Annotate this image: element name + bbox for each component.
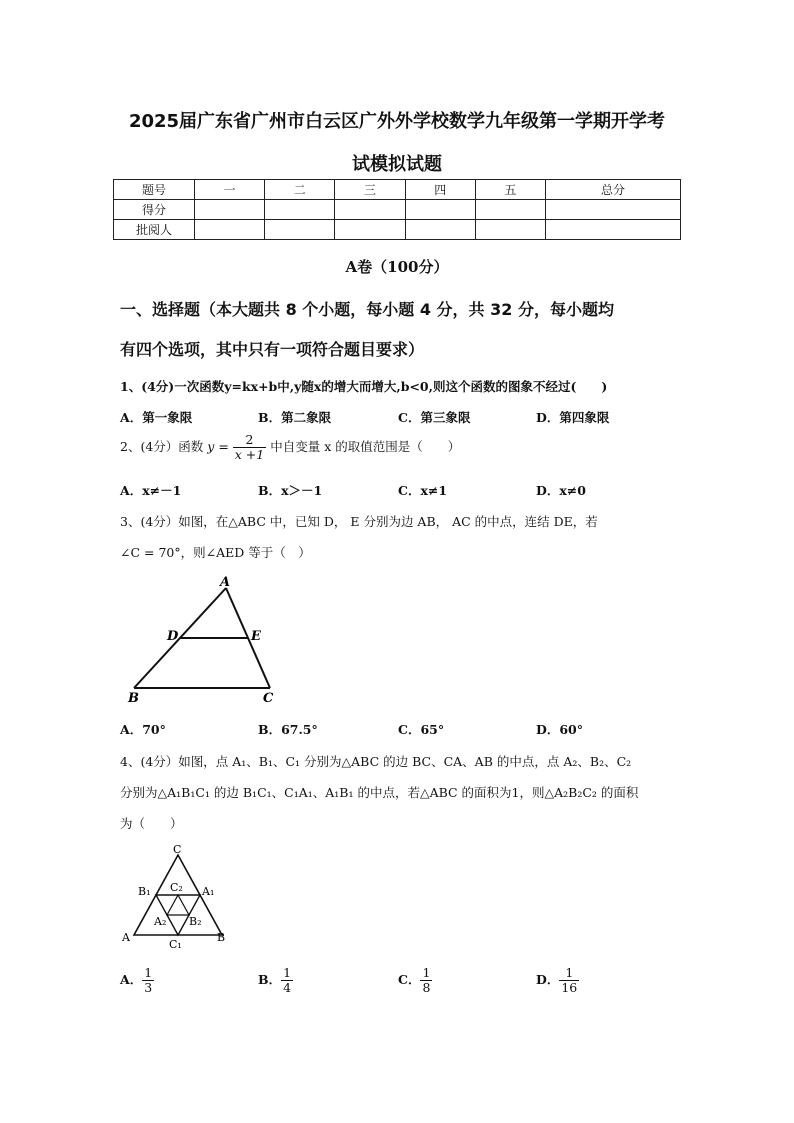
- score-header-cell: 题号: [114, 180, 195, 200]
- label-b: B: [217, 931, 226, 944]
- label-a1: A₁: [202, 885, 215, 898]
- question-1-option-a[interactable]: A．第一象限: [120, 410, 193, 425]
- score-header-cell: 总分: [546, 180, 681, 200]
- question-4-option-d[interactable]: [536, 966, 579, 995]
- question-3-option-a[interactable]: A．70°: [120, 722, 166, 737]
- label-e: E: [251, 629, 261, 644]
- label-c1: C₁: [169, 938, 182, 951]
- score-cell[interactable]: [265, 220, 335, 240]
- question-3-triangle-figure: [120, 570, 290, 710]
- question-4-line1: 4、(4分）如图，点 A₁、B₁、C₁ 分别为△ABC 的边 BC、CA、AB 的中点，点 A₂、B₂、C₂: [120, 754, 632, 769]
- label-a: A: [122, 931, 130, 944]
- question-3-option-d[interactable]: D．60°: [536, 722, 583, 737]
- fraction-numerator: 1: [422, 965, 431, 980]
- label-c2: C₂: [170, 881, 183, 894]
- fraction-denominator: 3: [144, 979, 153, 995]
- part-heading-line1: 一、选择题（本大题共 8 个小题，每小题 4 分，共 32 分，每小题均: [120, 300, 614, 319]
- score-cell[interactable]: [546, 200, 681, 220]
- label-b: B: [128, 691, 139, 706]
- score-header-cell: 四: [405, 180, 475, 200]
- document-title-line1: 2025届广东省广州市白云区广外外学校数学九年级第一学期开学考: [128, 111, 666, 132]
- fraction-numerator: 2: [233, 433, 266, 448]
- question-2-option-c[interactable]: C．x≠1: [398, 483, 448, 498]
- score-row-label: 得分: [114, 200, 195, 220]
- option-fraction: [559, 966, 579, 995]
- score-header-cell: 一: [195, 180, 265, 200]
- label-c: C: [173, 843, 182, 856]
- question-2-fraction: [233, 433, 266, 462]
- question-2-option-d[interactable]: D．x≠0: [536, 483, 586, 498]
- question-3-line1: 3、(4分）如图，在△ABC 中，已知 D， E 分别为边 AB， AC 的中点，连结 DE，若: [120, 514, 598, 529]
- question-3-option-c[interactable]: C．65°: [398, 722, 445, 737]
- option-letter: A．: [120, 971, 143, 987]
- label-a2: A₂: [154, 915, 167, 928]
- option-letter: B．: [258, 971, 282, 987]
- score-table-header-row: [114, 180, 681, 200]
- fraction-denominator: x +1: [234, 446, 265, 462]
- score-cell[interactable]: [405, 200, 475, 220]
- question-4-option-c[interactable]: [398, 966, 432, 995]
- fraction-numerator: 1: [283, 965, 292, 980]
- part-heading-line2: 有四个选项，其中只有一项符合题目要求）: [120, 340, 425, 359]
- option-fraction: [142, 966, 154, 995]
- score-cell[interactable]: [265, 200, 335, 220]
- question-2-prefix: 2、(4分）函数: [120, 438, 204, 454]
- fraction-denominator: 16: [561, 979, 578, 995]
- score-table-row: [114, 220, 681, 240]
- fraction-numerator: 1: [144, 965, 153, 980]
- score-cell[interactable]: [195, 200, 265, 220]
- label-d: D: [167, 629, 179, 644]
- question-4-nested-triangle-figure: [118, 843, 238, 953]
- question-1-option-b[interactable]: B．第二象限: [258, 410, 332, 425]
- label-a: A: [220, 575, 231, 590]
- question-2-option-a[interactable]: A．x≠－1: [120, 483, 182, 498]
- label-b1: B₁: [138, 885, 151, 898]
- fraction-denominator: 4: [283, 979, 292, 995]
- question-3-option-b[interactable]: B．67.5°: [258, 722, 318, 737]
- question-1-text: 1、(4分)一次函数y=kx+b中,y随x的增大而增大,b<0,则这个函数的图象不经过( ): [120, 379, 608, 394]
- score-cell[interactable]: [475, 200, 545, 220]
- question-4-line3: 为（ ）: [120, 816, 183, 831]
- option-letter: D．: [536, 971, 560, 987]
- question-2-var: y =: [207, 438, 229, 454]
- question-4-option-a[interactable]: [120, 966, 154, 995]
- score-header-cell: 五: [475, 180, 545, 200]
- question-4-line2: 分别为△A₁B₁C₁ 的边 B₁C₁、C₁A₁、A₁B₁ 的中点，若△ABC 的面积为1，则△A₂B₂C₂ 的面积: [120, 785, 639, 800]
- score-header-cell: 三: [335, 180, 405, 200]
- fraction-denominator: 8: [422, 979, 431, 995]
- score-table: [113, 179, 681, 240]
- option-letter: C．: [398, 971, 421, 987]
- score-cell[interactable]: [546, 220, 681, 240]
- option-fraction: [281, 966, 293, 995]
- triangle-a2b2c2: [167, 895, 189, 915]
- label-c: C: [263, 691, 274, 706]
- document-title-line2: 试模拟试题: [352, 154, 442, 175]
- question-2-option-b[interactable]: B．x＞－1: [258, 483, 323, 498]
- score-cell[interactable]: [405, 220, 475, 240]
- score-cell[interactable]: [335, 200, 405, 220]
- question-2-text: [120, 433, 460, 462]
- label-b2: B₂: [189, 915, 202, 928]
- score-cell[interactable]: [475, 220, 545, 240]
- score-row-label: 批阅人: [114, 220, 195, 240]
- score-table-row: [114, 200, 681, 220]
- question-1-option-c[interactable]: C．第三象限: [398, 410, 471, 425]
- question-3-line2: ∠C = 70°，则∠AED 等于（ ）: [120, 545, 311, 560]
- score-cell[interactable]: [335, 220, 405, 240]
- fraction-numerator: 1: [559, 966, 579, 981]
- question-4-option-b[interactable]: [258, 966, 293, 995]
- section-title: A卷（100分）: [345, 258, 449, 276]
- score-cell[interactable]: [195, 220, 265, 240]
- score-header-cell: 二: [265, 180, 335, 200]
- question-2-suffix: 中自变量 x 的取值范围是（ ）: [270, 438, 461, 454]
- option-fraction: [420, 966, 432, 995]
- question-1-option-d[interactable]: D．第四象限: [536, 410, 610, 425]
